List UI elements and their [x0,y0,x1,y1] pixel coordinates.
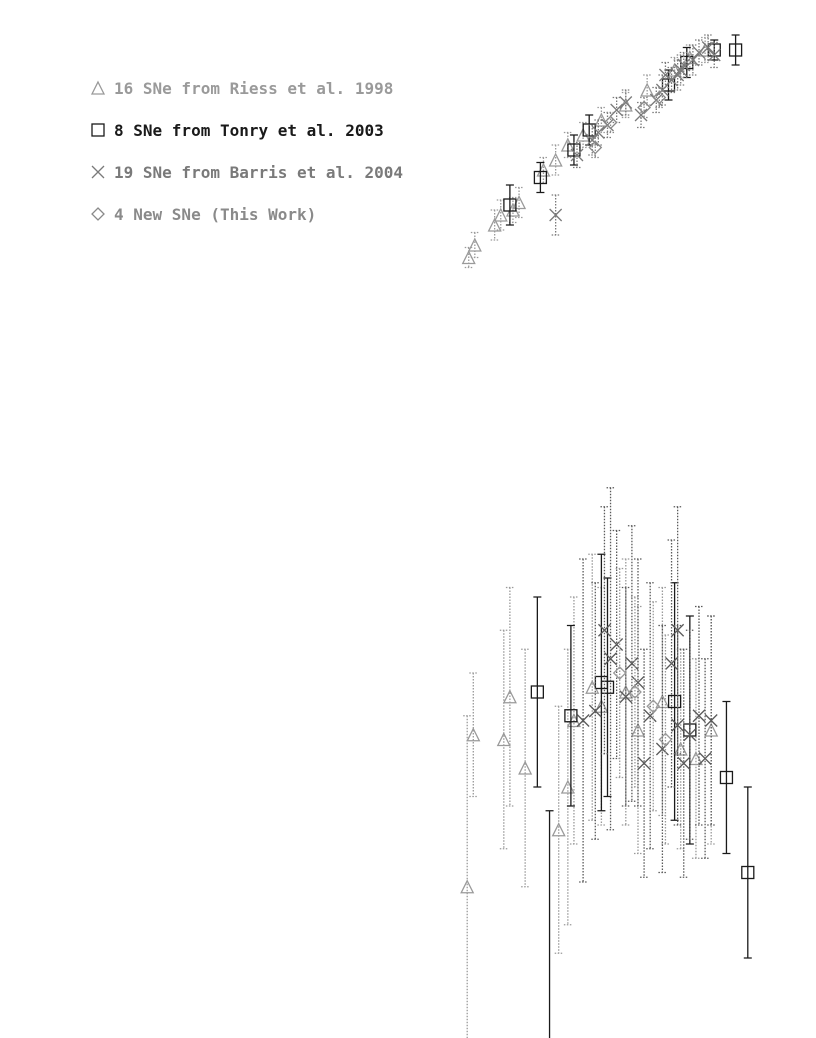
data-point [720,702,732,854]
data-point [690,659,702,859]
data-point [513,188,525,218]
data-point [641,75,653,105]
data-point [568,597,580,844]
data-point [577,559,589,882]
x-marker [699,753,711,765]
data-point [495,200,507,230]
legend-label: 16 SNe from Riess et al. 1998 [114,79,394,98]
data-point [550,195,562,235]
x-marker [598,624,610,636]
legend-entry-new [92,205,316,224]
data-point [678,649,690,877]
data-point [666,540,678,787]
data-point [469,233,481,258]
error-bar [533,597,541,787]
data-point [467,673,479,797]
data-point [537,158,549,183]
x-marker [666,658,678,670]
legend-label: 19 SNe from Barris et al. 2004 [114,163,403,182]
panel-top [463,35,742,268]
data-point [730,35,742,65]
data-point [675,55,687,85]
legend [92,79,403,224]
data-point [562,649,574,925]
data-point [672,626,684,826]
series-tonry [504,35,742,225]
series-new [589,88,665,158]
data-point [546,811,554,1038]
data-point [461,716,473,1038]
legend-entry-tonry [92,121,384,140]
series-riess [461,554,717,1038]
data-point [605,488,617,830]
error-bar [744,787,752,958]
diamond-legend-icon [92,208,104,220]
data-point [626,526,638,802]
data-point [614,569,626,778]
data-point [675,649,687,849]
data-point [693,607,705,826]
data-point [666,68,678,93]
legend-label: 8 SNe from Tonry et al. 2003 [114,121,384,140]
data-point [742,787,754,958]
data-point [602,578,614,797]
error-bar [546,811,554,1038]
series-barris [577,488,717,882]
data-point [586,554,598,820]
data-point [519,649,531,887]
data-point [553,706,565,953]
error-bar [722,702,730,854]
data-point [589,583,601,840]
data-point [504,588,516,807]
legend-entry-barris [92,163,403,182]
panel-bottom [461,488,754,1038]
data-point [571,143,583,168]
data-point [550,145,562,175]
data-point [644,583,656,849]
x-marker [592,127,604,139]
data-point [669,583,681,821]
data-point [498,630,510,849]
legend-label: 4 New SNe (This Work) [114,205,317,224]
data-point [635,103,647,128]
data-point [705,616,717,825]
error-bar [732,35,740,65]
x-legend-icon [92,166,104,178]
data-point [656,626,668,873]
series-extra [546,811,554,1038]
data-point [611,531,623,759]
legend-entry-riess [92,79,393,98]
data-point [489,210,501,240]
series-tonry [531,554,753,958]
data-point [531,597,543,787]
data-point [659,635,671,844]
square-legend-icon [92,124,104,136]
data-point [684,630,696,839]
data-point [699,659,711,859]
data-point [638,649,650,877]
error-bar [463,716,471,1038]
triangle-legend-icon [92,82,104,94]
x-marker [571,149,583,161]
